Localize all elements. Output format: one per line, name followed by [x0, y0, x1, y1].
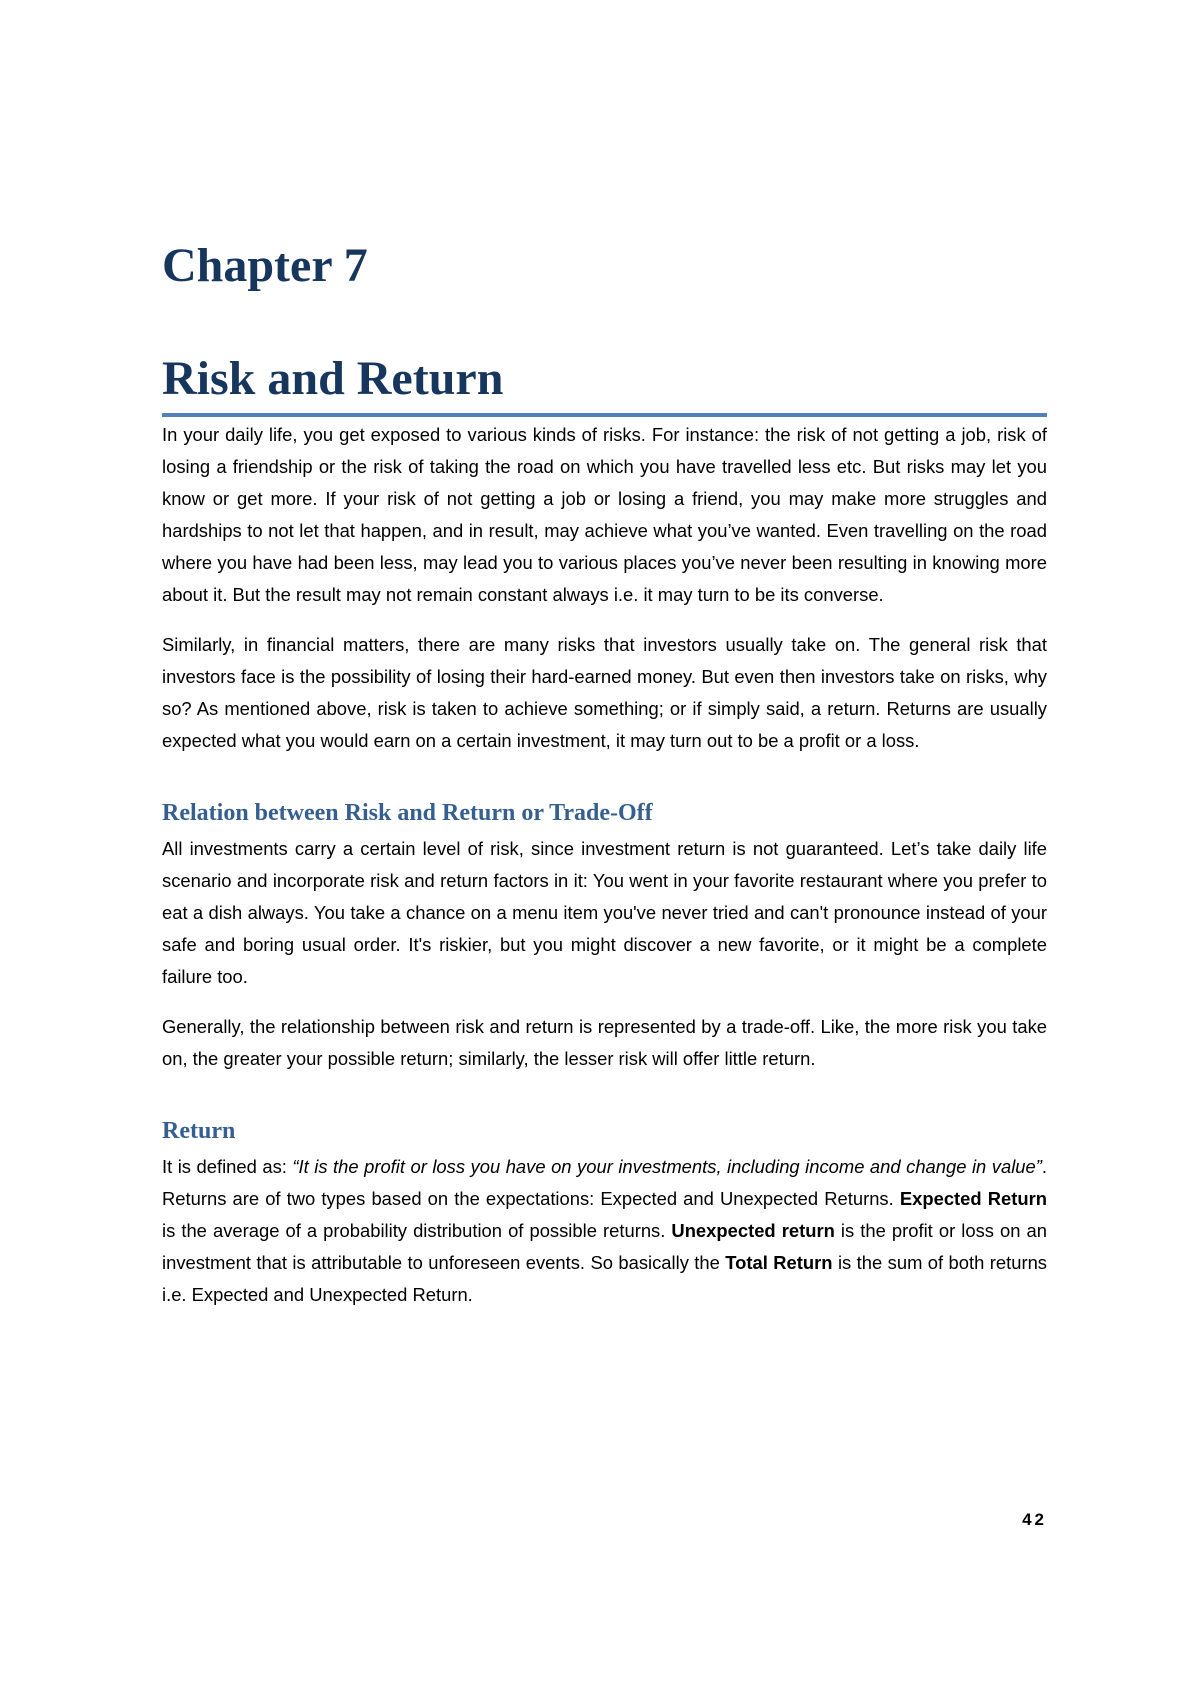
- chapter-label: Chapter 7: [162, 239, 368, 292]
- intro-paragraph-2: Similarly, in financial matters, there are many risks that investors usually take on. The general risk that investors face is the possibility of losing their hard-earned money. But even then investors take on risks, why so? As mentioned above, risk is taken to achieve something; or if simply said, a return. Returns are usually expected what you would earn on a certain investment, it may turn out to be a profit or a loss.: [162, 634, 1047, 751]
- term-expected-return: Expected Return: [899, 1188, 1047, 1209]
- relation-paragraph-2: Generally, the relationship between risk and return is represented by a trade-off. Like, the more risk you take on, the greater your possible return; similarly, the lesser risk will offer little return.: [162, 1016, 1047, 1069]
- return-heading: Return: [162, 1118, 236, 1144]
- relation-heading: Relation between Risk and Return or Trade-Off: [162, 800, 653, 826]
- term-total-return: Total Return: [725, 1252, 833, 1273]
- return-definition-quote: “It is the profit or loss you have on your investments, including income and change in value”: [292, 1156, 1042, 1177]
- page-number: 42: [1022, 1510, 1047, 1529]
- relation-paragraph-1: All investments carry a certain level of risk, since investment return is not guaranteed. Let’s take daily life scenario and incorporate risk and return factors in it: You went in your favorite restaurant where you prefer to eat a dish always. You take a chance on a menu item you've never tried and can't pronounce instead of your safe and boring usual order. It's riskier, but you might discover a new favorite, or it might be a complete failure too.: [162, 838, 1047, 987]
- term-unexpected-return: Unexpected return: [671, 1220, 835, 1241]
- return-text-2: . Returns are of two types based on the expectations: Expected and Unexpected Returns.: [162, 1156, 1047, 1209]
- return-text-5: is the sum of both returns i.e. Expected and Unexpected Return.: [162, 1252, 1048, 1305]
- return-text-1: It is defined as:: [162, 1156, 293, 1177]
- return-text-3: is the average of a probability distribution of possible returns.: [162, 1220, 672, 1241]
- intro-paragraph-1: In your daily life, you get exposed to various kinds of risks. For instance: the risk of not getting a job, risk of losing a friendship or the risk of taking the road on which you have travelled less etc. But risks may let you know or get more. If your risk of not getting a job or losing a friend, you may make more struggles and hardships to not let that happen, and in result, may achieve what you’ve wanted. Even travelling on the road where you have had been less, may lead you to various places you’ve never been resulting in knowing more about it. But the result may not remain constant always i.e. it may turn to be its converse.: [162, 424, 1047, 605]
- return-text-4: is the profit or loss on an investment that is attributable to unforeseen events. So basically the: [162, 1220, 1048, 1273]
- chapter-title: Risk and Return: [162, 351, 1047, 417]
- return-paragraph: [162, 1151, 1047, 1311]
- page-content: [162, 238, 1047, 1329]
